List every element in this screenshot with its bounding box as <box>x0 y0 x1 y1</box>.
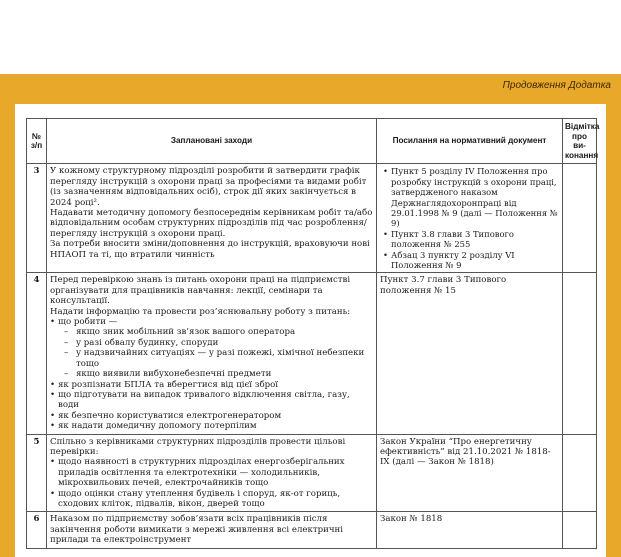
continuation-label: Продовження Додатка <box>502 80 611 91</box>
appendix-panel <box>15 104 606 557</box>
list-item: • як розпізнати БПЛА та вберегтися від цієї зброї <box>50 380 373 390</box>
row-reference <box>377 164 563 273</box>
row-num: 3 <box>27 164 47 273</box>
header-reference: Посилання на нормативний документ <box>377 119 563 164</box>
row-num: 6 <box>27 512 47 548</box>
row-measures <box>47 434 377 512</box>
reference-item: • Пункт 3.8 глави 3 Типового положення № 255 <box>383 229 559 250</box>
row-paragraph: За потреби вносити зміни/доповнення до інструкцій, враховуючи нові НПАОП та ті, що втратили чинність <box>50 239 370 260</box>
list-item: • що підготувати на випадок тривалого відключення світла, газу, води <box>50 390 373 411</box>
list-item: • щодо наявності в структурних підрозділах енергозберігальних приладів освітлення та електротехніки — холодильників, мікрохвильових печей, електрочайників тощо <box>50 457 373 488</box>
list-item: • як надати домедичну допомогу потерпілим <box>50 421 373 431</box>
page-top-margin <box>0 0 621 74</box>
table-header-row <box>27 119 597 164</box>
row-mark <box>563 512 597 548</box>
reference-item: • Пункт 5 розділу IV Положення про розробку інструкцій з охорони праці, затвердженого наказом Держнаглядохоронпраці від 29.01.1998 № 9 (далі — Положення № 9) <box>383 166 559 228</box>
row-paragraph: Спільно з керівниками структурних підрозділів провести цільові перевірки: <box>50 436 346 457</box>
row-paragraph: Надавати методичну допомогу безпосереднім керівникам робіт та/або відповідальним особам структурних підрозділів під час розроблення/перегляду інструкцій з охорони праці. <box>50 208 373 239</box>
sub-list-item: – у надзвичайних ситуаціях — у разі пожежі, хімічної небезпеки тощо <box>62 348 373 369</box>
row-paragraph: Перед перевіркою знань із питань охорони праці на підприємстві організувати для працівників навчання: лекції, семінари та консультації. <box>50 275 351 307</box>
row-num: 5 <box>27 434 47 512</box>
list-item <box>50 317 373 379</box>
sub-list-item: – якщо зник мобільний зв’язок вашого оператора <box>62 327 373 337</box>
table-row <box>27 164 597 273</box>
list-item: • щодо оцінки стану утеплення будівель і споруд, як-от гориць, сходових кліток, підвалів, вікон, дверей тощо <box>50 489 373 510</box>
measures-table <box>26 118 600 549</box>
header-num: № з/п <box>27 119 47 164</box>
row-num: 4 <box>27 273 47 434</box>
table-row <box>27 273 597 434</box>
sub-list-item: – у разі обвалу будинку, споруди <box>62 338 373 348</box>
row-mark <box>563 434 597 512</box>
table-row <box>27 512 597 548</box>
row-measures <box>47 273 377 434</box>
list-item-text: що робити — <box>58 317 118 328</box>
table-row <box>27 434 597 512</box>
row-paragraph: У кожному структурному підрозділі розробити й затвердити графік перегляду інструкцій з охорони праці за професіями та видами робіт (із зазначенням відповідальних осіб), строк дії яких закінчується в 2024 році². <box>50 166 367 208</box>
list-item: • як безпечно користуватися електрогенератором <box>50 411 373 421</box>
row-measures <box>47 164 377 273</box>
header-measures: Заплановані заходи <box>47 119 377 164</box>
row-mark <box>563 164 597 273</box>
row-reference: Пункт 3.7 глави 3 Типового положення № 15 <box>377 273 563 434</box>
sub-list-item: – якщо виявили вибухонебезпечні предмети <box>62 369 373 379</box>
row-reference: Закон № 1818 <box>377 512 563 548</box>
header-mark: Відмітка про ви-конання <box>563 119 597 164</box>
row-reference: Закон України “Про енергетичну ефективність” від 21.10.2021 № 1818-IX (далі — Закон № 1818) <box>377 434 563 512</box>
row-paragraph: Надати інформацію та провести роз’яснювальну роботу з питань: <box>50 306 351 317</box>
row-mark <box>563 273 597 434</box>
reference-item: • Абзац 3 пункту 2 розділу VI Положення № 9 <box>383 250 559 271</box>
row-measures: Наказом по підприємству зобов’язати всіх працівників після закінчення роботи вимикати з мережі живлення всі електричні прилади та електроінструмент <box>47 512 377 548</box>
